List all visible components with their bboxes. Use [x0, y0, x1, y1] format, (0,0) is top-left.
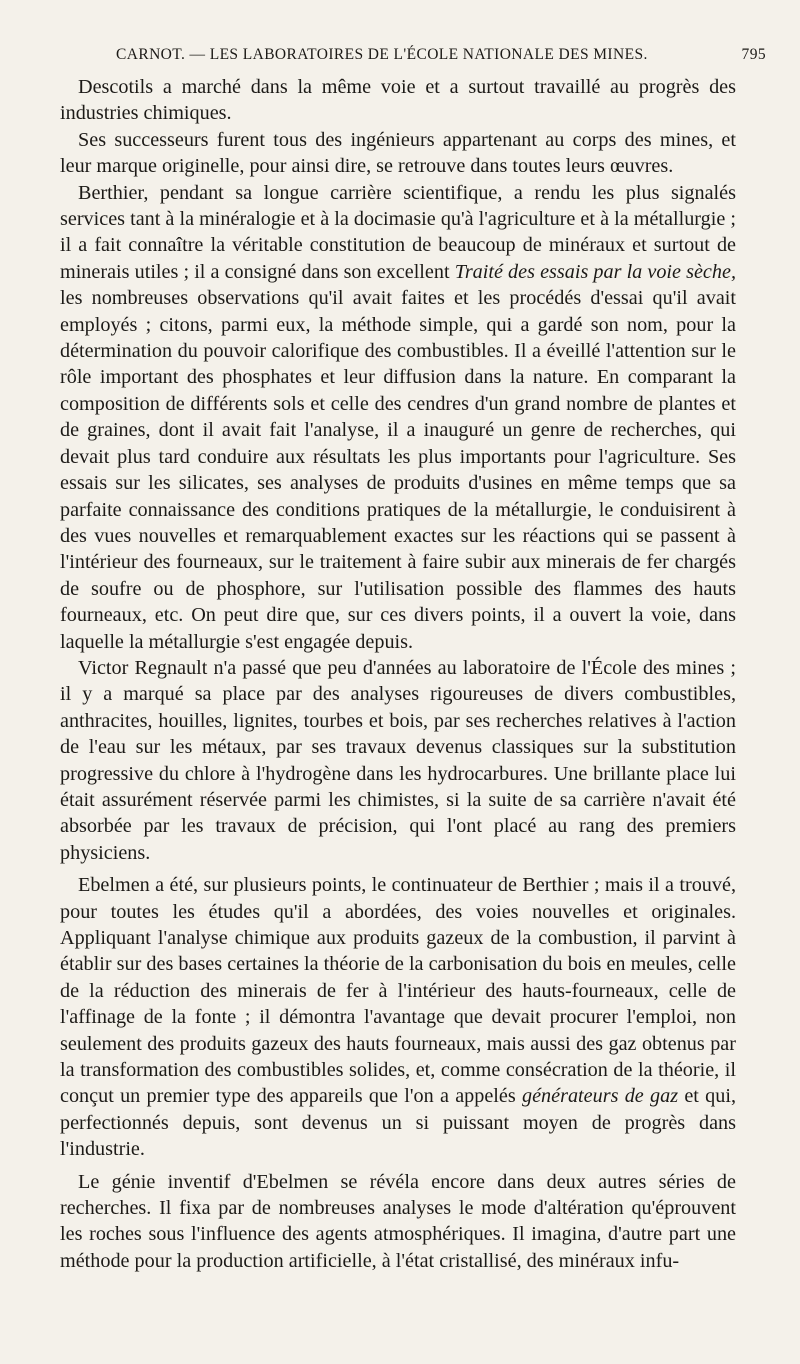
paragraph — [60, 1169, 736, 1275]
paragraph-text: Ebelmen a été, sur plusieurs points, le continuateur de Berthier ; mais il a trouvé, pour toutes les études qu'il a abordées, des voies nouvelles et originales. Appliquant l'analyse chimique aux produits gazeux de la combustion, il parvint à établir sur des bases certaines la théorie de la carbonisation du bois en meules, celle de la réduction des minerais de fer à l'intérieur des hauts-fourneaux, celle de l'affinage de la fonte ; il démontra l'avantage que devait procurer l'emploi, non seulement des produits gazeux des hauts fourneaux, mais aussi des gaz obtenus par la transformation des combustibles solides, et, comme consécration de la théorie, il conçut un premier type des appareils que l'on a appelés — [60, 874, 736, 1108]
running-title: CARNOT. — LES LABORATOIRES DE L'ÉCOLE NATIONALE DES MINES. — [116, 46, 648, 63]
running-head — [60, 46, 766, 70]
paragraph-text: Berthier, pendant sa longue carrière scientifique, a rendu les plus signalés services tant à la minéralogie et à la docimasie qu'à l'agriculture et à la métallurgie ; il a fait connaître la véritable constitution de beaucoup de minéraux et surtout de minerais utiles ; il a consigné dans son excellent — [60, 181, 736, 283]
paragraph-text: Le génie inventif d'Ebelmen se révéla encore dans deux autres séries de recherches. Il fixa par de nombreuses analyses le mode d'altération qu'éprouvent les roches sous l'influence des agents atmosphériques. Il imagina, d'autre part une méthode pour la production artificielle, à l'état cristallisé, des minéraux infu- — [60, 1170, 736, 1272]
book-title-italic: Traité des essais par la voie sèche, — [454, 260, 736, 283]
term-italic: générateurs de gaz — [522, 1085, 679, 1108]
paragraph-text: et qui, perfectionnés depuis, sont devenus un si puissant moyen de progrès dans l'industrie. — [60, 1085, 736, 1161]
body-text — [60, 74, 736, 1274]
paragraph — [60, 74, 736, 127]
paragraph — [60, 127, 736, 180]
paragraph-text: Victor Regnault n'a passé que peu d'années au laboratoire de l'École des mines ; il y a marqué sa place par des analyses rigoureuses de divers combustibles, anthracites, houilles, lignites, tourbes et bois, par ses recherches relatives à l'action de l'eau sur les métaux, par ses travaux devenus classiques sur la substitution progressive du chlore à l'hydrogène dans les hydrocarbures. Une brillante place lui était assurément réservée parmi les chimistes, si la suite de sa carrière n'avait été absorbée par les travaux de précision, qui l'ont placé au rang des premiers physiciens. — [60, 656, 736, 864]
paragraph — [60, 872, 736, 1162]
paragraph — [60, 655, 736, 866]
paragraph-text: Descotils a marché dans la même voie et a surtout travaillé au progrès des industries chimiques. — [60, 76, 736, 125]
paragraph-text: les nombreuses observations qu'il avait faites et les procédés d'essai qu'il avait employés ; citons, parmi eux, la méthode simple, qui a gardé son nom, pour la détermination du pouvoir calorifique des combustibles. Il a éveillé l'attention sur le rôle important des phosphates et leur diffusion dans la nature. En comparant la composition de différents sols et celle des cendres d'un grand nombre de plantes et de graines, dont il avait fait l'analyse, il a inauguré un genre de recherches, qui devait plus tard conduire aux résultats les plus importants pour l'agriculture. Ses essais sur les silicates, ses analyses de produits d'usines en même temps que sa parfaite connaissance des conditions pratiques de la métallurgie, le conduisirent à des vues nouvelles et remarquablement exactes sur les réactions qui se passent à l'intérieur des fourneaux, sur le traitement à faire subir aux minerais de fer chargés de soufre ou de phosphore, sur l'utilisation possible des flammes des hauts fourneaux, etc. On peut dire que, sur ces divers points, il a ouvert la voie, dans laquelle la métallurgie s'est engagée depuis. — [60, 287, 736, 653]
page-number: 795 — [741, 46, 766, 63]
paragraph — [60, 180, 736, 655]
paragraph-text: Ses successeurs furent tous des ingénieurs appartenant au corps des mines, et leur marque originelle, pour ainsi dire, se retrouve dans toutes leurs œuvres. — [60, 128, 736, 178]
